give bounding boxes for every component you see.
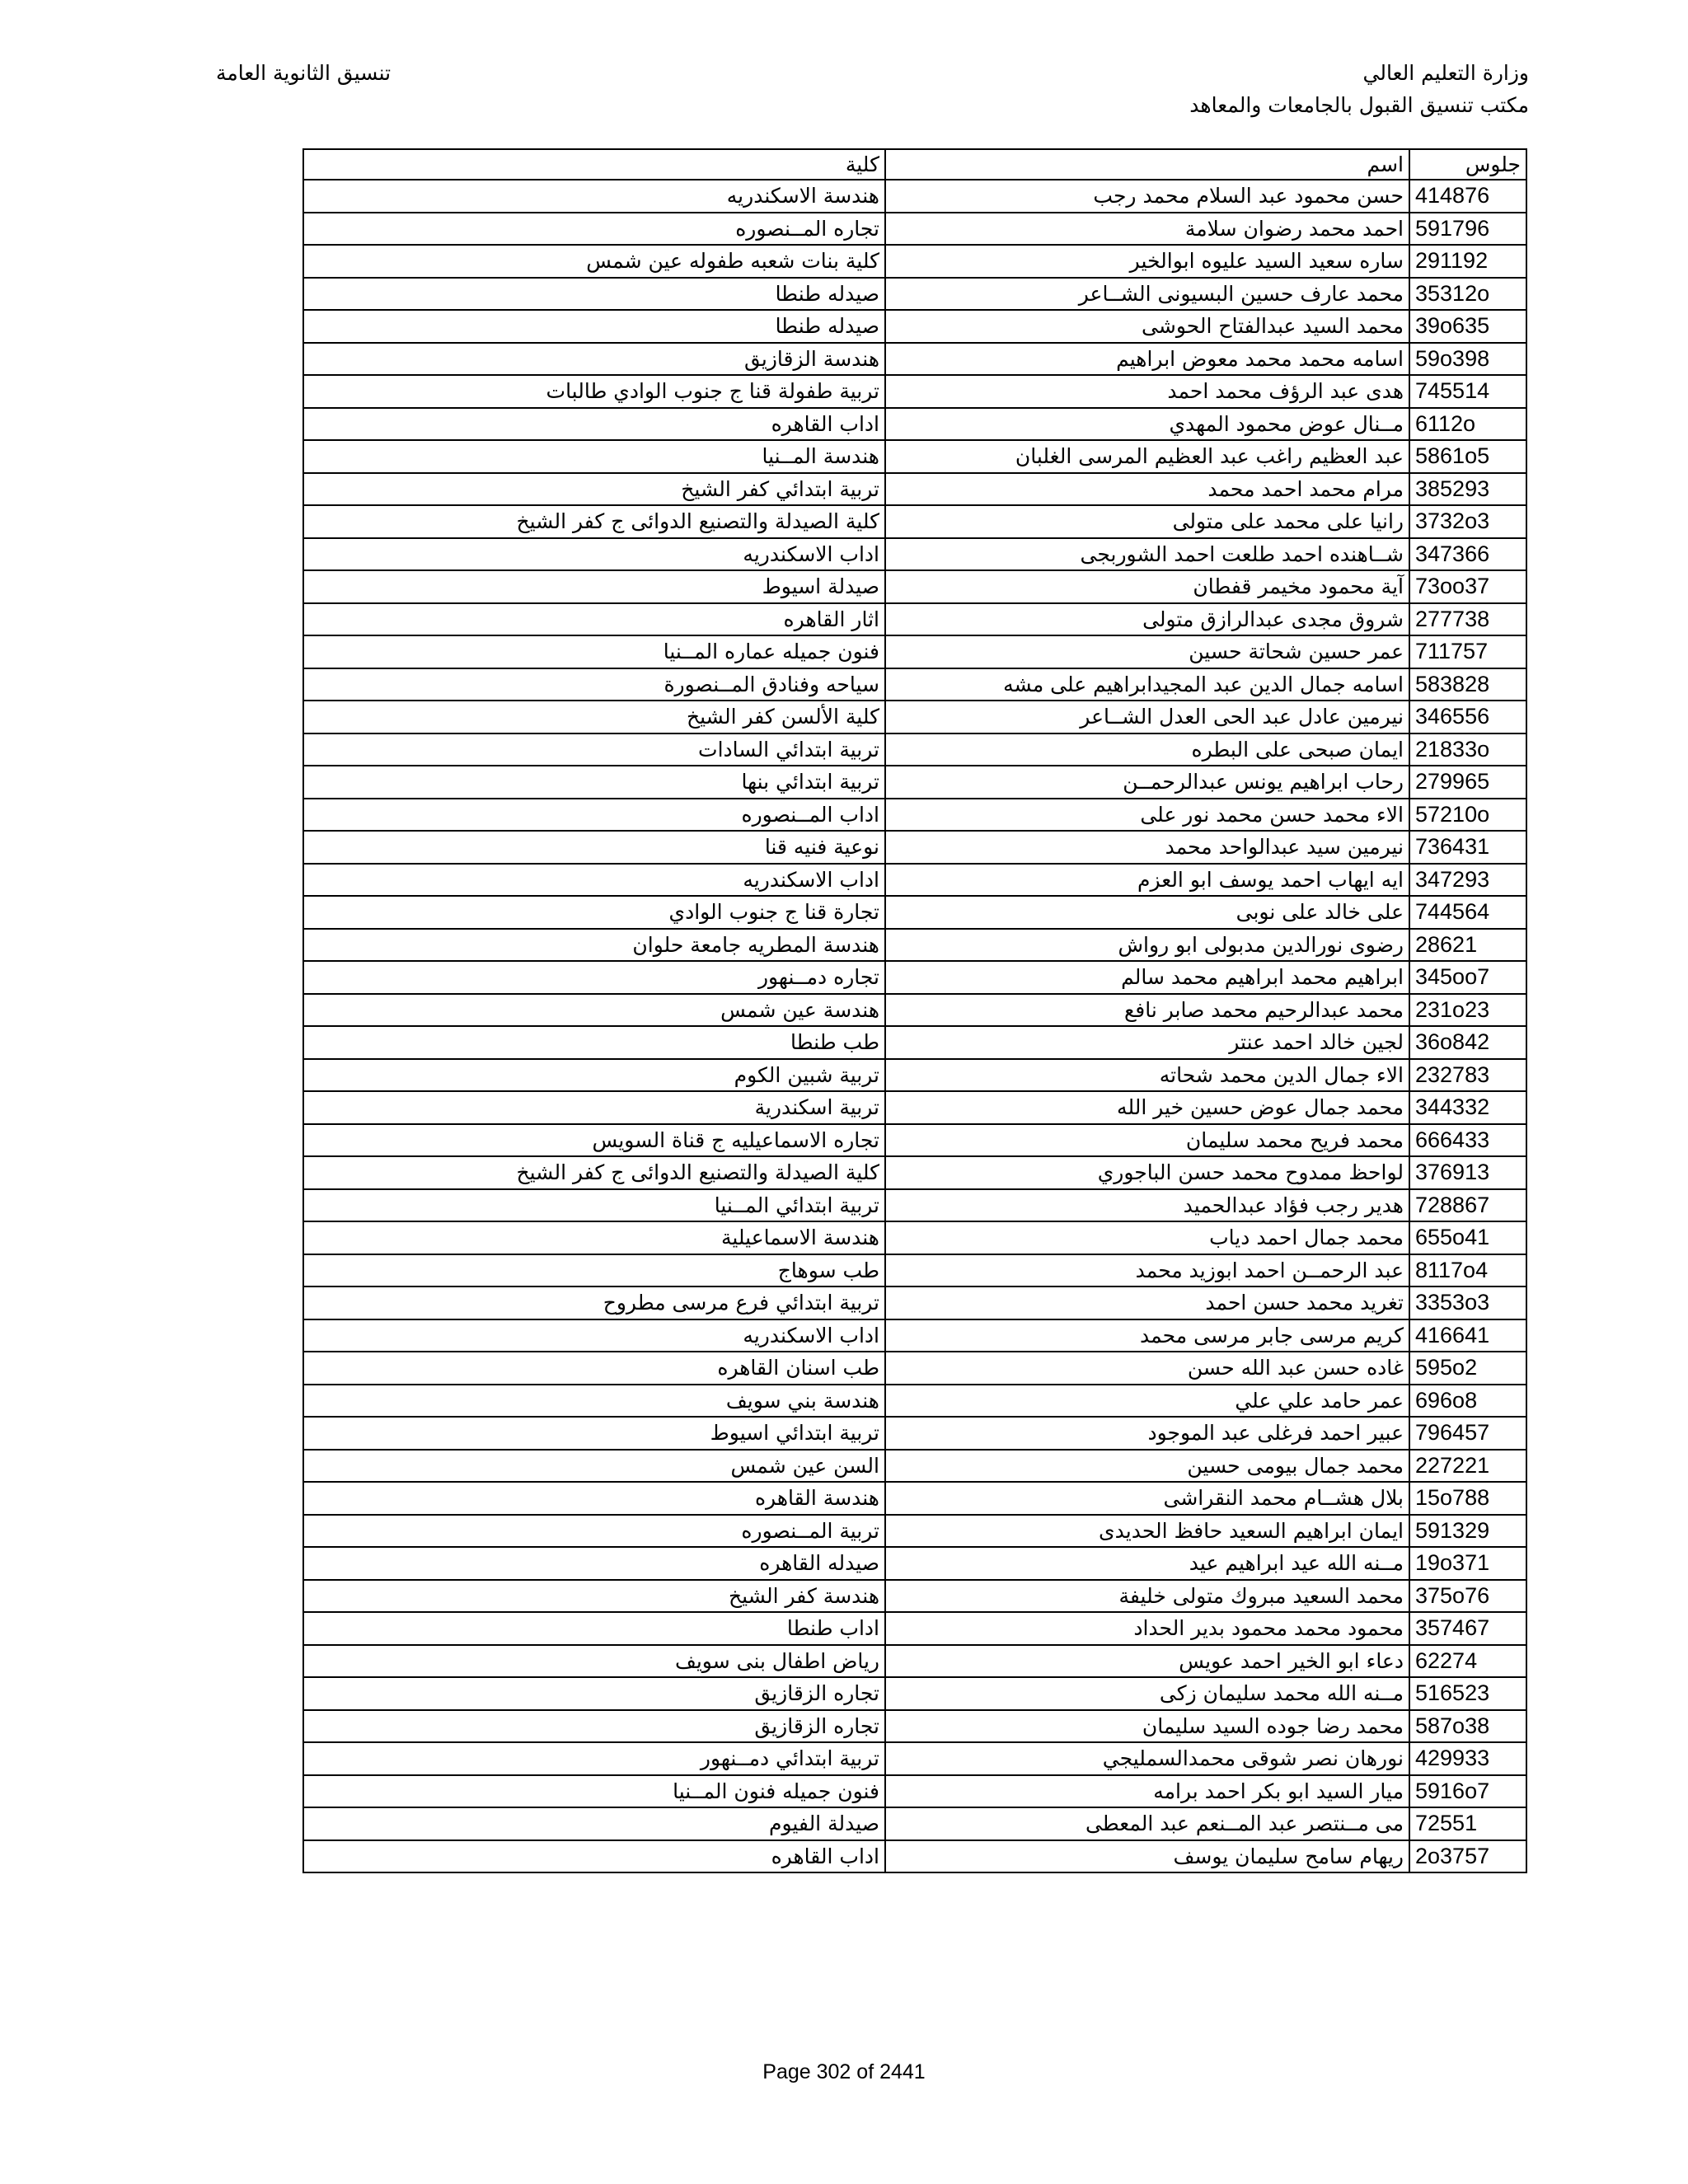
table-row	[303, 864, 1526, 897]
student-name-cell: محمد رضا جوده السيد سليمان	[885, 1710, 1409, 1743]
section-title: تنسيق الثانوية العامة	[216, 61, 392, 85]
student-name-cell: مى مــنتصر عبد المــنعم عبد المعطى	[885, 1807, 1409, 1840]
faculty-cell: نوعية فنيه قنا	[303, 831, 885, 864]
student-name-cell: محمد السعيد مبروك متولى خليفة	[885, 1580, 1409, 1613]
faculty-cell: صيدلة اسيوط	[303, 570, 885, 603]
faculty-cell: تجاره الاسماعيليه ج قناة السويس	[303, 1124, 885, 1157]
student-name-cell: هدى عبد الرؤف محمد احمد	[885, 375, 1409, 408]
student-name-cell: نيرمين عادل عبد الحى العدل الشــاعر	[885, 701, 1409, 733]
table-row	[303, 1286, 1526, 1319]
table-row	[303, 701, 1526, 733]
faculty-cell: اداب الاسكندريه	[303, 864, 885, 897]
seat-number-cell: 39o635	[1409, 310, 1526, 343]
seat-number-cell: 232783	[1409, 1059, 1526, 1092]
faculty-cell: رياض اطفال بنى سويف	[303, 1645, 885, 1678]
seat-number-cell: 73oo37	[1409, 570, 1526, 603]
student-name-cell: احمد محمد رضوان سلامة	[885, 213, 1409, 246]
student-name-cell: رانيا على محمد على متولى	[885, 505, 1409, 538]
student-name-cell: ابراهيم محمد ابراهيم محمد سالم	[885, 961, 1409, 994]
table-row	[303, 408, 1526, 441]
seat-number-cell: 429933	[1409, 1742, 1526, 1775]
student-name-cell: محمد جمال بيومى حسين	[885, 1450, 1409, 1483]
faculty-cell: تربية ابتدائي بنها	[303, 766, 885, 799]
faculty-cell: طب اسنان القاهره	[303, 1352, 885, 1385]
admission-results-table	[302, 148, 1527, 1873]
faculty-cell: تجاره المــنصوره	[303, 213, 885, 246]
student-name-cell: محمد عارف حسين البسيونى الشــاعر	[885, 278, 1409, 311]
faculty-cell: هندسة عين شمس	[303, 994, 885, 1027]
faculty-cell: تربية ابتدائي المــنيا	[303, 1189, 885, 1222]
faculty-cell: سياحه وفنادق المــنصورة	[303, 668, 885, 701]
student-name-cell: محمد عبدالرحيم محمد صابر نافع	[885, 994, 1409, 1027]
table-row	[303, 473, 1526, 506]
seat-number-cell: 72551	[1409, 1807, 1526, 1840]
faculty-cell: تربية طفولة قنا ج جنوب الوادي طالبات	[303, 375, 885, 408]
seat-number-cell: 745514	[1409, 375, 1526, 408]
student-name-cell: محمد فريح محمد سليمان	[885, 1124, 1409, 1157]
table-body	[303, 180, 1526, 1872]
seat-number-cell: 385293	[1409, 473, 1526, 506]
table-row	[303, 1385, 1526, 1418]
seat-number-cell: 279965	[1409, 766, 1526, 799]
student-name-cell: بلال هشــام محمد النقراشى	[885, 1482, 1409, 1515]
faculty-cell: كلية الألسن كفر الشيخ	[303, 701, 885, 733]
faculty-cell: اثار القاهره	[303, 603, 885, 636]
seat-number-cell: 6112o	[1409, 408, 1526, 441]
table-row	[303, 1450, 1526, 1483]
seat-number-cell: 28621	[1409, 929, 1526, 962]
student-name-cell: محمد جمال احمد دياب	[885, 1221, 1409, 1254]
student-name-cell: رحاب ابراهيم يونس عبدالرحمــن	[885, 766, 1409, 799]
student-name-cell: عمر حامد علي علي	[885, 1385, 1409, 1418]
seat-number-cell: 277738	[1409, 603, 1526, 636]
table-row	[303, 1515, 1526, 1548]
faculty-cell: فنون جميله عماره المــنيا	[303, 635, 885, 668]
faculty-cell: طب سوهاج	[303, 1254, 885, 1287]
table-row	[303, 1124, 1526, 1157]
table-row	[303, 1840, 1526, 1873]
seat-number-cell: 57210o	[1409, 799, 1526, 832]
student-name-cell: غاده حسن عبد الله حسن	[885, 1352, 1409, 1385]
student-name-cell: عبير احمد فرغلى عبد الموجود	[885, 1417, 1409, 1450]
table-row	[303, 961, 1526, 994]
faculty-cell: تجارة قنا ج جنوب الوادي	[303, 896, 885, 929]
seat-number-cell: 36o842	[1409, 1026, 1526, 1059]
table-row	[303, 213, 1526, 246]
table-row	[303, 668, 1526, 701]
faculty-cell: هندسة الاسكندريه	[303, 180, 885, 213]
seat-number-cell: 595o2	[1409, 1352, 1526, 1385]
table-row	[303, 929, 1526, 962]
table-row	[303, 733, 1526, 766]
seat-number-cell: 666433	[1409, 1124, 1526, 1157]
student-name-cell: شــاهنده احمد طلعت احمد الشوربجى	[885, 538, 1409, 571]
faculty-cell: اداب الاسكندريه	[303, 1319, 885, 1352]
student-name-cell: عبد الرحمــن احمد ابوزيد محمد	[885, 1254, 1409, 1287]
student-name-cell: مرام محمد احمد محمد	[885, 473, 1409, 506]
faculty-cell: صيدلة الفيوم	[303, 1807, 885, 1840]
table-row	[303, 1547, 1526, 1580]
page-number: Page 302 of 2441	[762, 2060, 926, 2083]
student-name-cell: ايمان ابراهيم السعيد حافظ الحديدى	[885, 1515, 1409, 1548]
faculty-cell: تربية ابتدائي اسيوط	[303, 1417, 885, 1450]
seat-number-cell: 587o38	[1409, 1710, 1526, 1743]
table-row	[303, 1059, 1526, 1092]
faculty-cell: اداب طنطا	[303, 1612, 885, 1645]
table-row	[303, 766, 1526, 799]
student-name-cell: مــنال عوض محمود المهدي	[885, 408, 1409, 441]
seat-number-cell: 357467	[1409, 1612, 1526, 1645]
seat-number-cell: 696o8	[1409, 1385, 1526, 1418]
student-name-cell: ساره سعيد السيد عليوه ابوالخير	[885, 245, 1409, 278]
table-header-row	[303, 149, 1526, 180]
seat-number-cell: 655o41	[1409, 1221, 1526, 1254]
seat-number-cell: 5861o5	[1409, 440, 1526, 473]
seat-number-cell: 345oo7	[1409, 961, 1526, 994]
table-row	[303, 1319, 1526, 1352]
seat-number-cell: 231o23	[1409, 994, 1526, 1027]
student-name-cell: حسن محمود عبد السلام محمد رجب	[885, 180, 1409, 213]
student-name-cell: هدير رجب فؤاد عبدالحميد	[885, 1189, 1409, 1222]
student-name-cell: اسامه جمال الدين عبد المجيدابراهيم على مشه	[885, 668, 1409, 701]
table-row	[303, 1221, 1526, 1254]
student-name-cell: الاء جمال الدين محمد شحاته	[885, 1059, 1409, 1092]
faculty-cell: السن عين شمس	[303, 1450, 885, 1483]
seat-number-cell: 3353o3	[1409, 1286, 1526, 1319]
faculty-cell: هندسة كفر الشيخ	[303, 1580, 885, 1613]
faculty-cell: صيدله طنطا	[303, 310, 885, 343]
table-row	[303, 1417, 1526, 1450]
seat-number-cell: 344332	[1409, 1091, 1526, 1124]
student-name-cell: عمر حسين شحاتة حسين	[885, 635, 1409, 668]
table-row	[303, 245, 1526, 278]
student-name-cell: لواحظ ممدوح محمد حسن الباجوري	[885, 1156, 1409, 1189]
faculty-cell: هندسة المطريه جامعة حلوان	[303, 929, 885, 962]
faculty-cell: هندسة المــنيا	[303, 440, 885, 473]
faculty-cell: تربية ابتدائي السادات	[303, 733, 885, 766]
table-row	[303, 1677, 1526, 1710]
seat-number-cell: 35312o	[1409, 278, 1526, 311]
table-row	[303, 1189, 1526, 1222]
student-name-cell: لجين خالد احمد عنتر	[885, 1026, 1409, 1059]
seat-number-cell: 59o398	[1409, 343, 1526, 376]
faculty-cell: صيدله طنطا	[303, 278, 885, 311]
seat-number-cell: 591329	[1409, 1515, 1526, 1548]
student-name-cell: ميار السيد ابو بكر احمد برامه	[885, 1775, 1409, 1808]
seat-number-cell: 376913	[1409, 1156, 1526, 1189]
seat-number-cell: 346556	[1409, 701, 1526, 733]
table-row	[303, 1807, 1526, 1840]
faculty-cell: اداب القاهره	[303, 1840, 885, 1873]
seat-number-cell: 416641	[1409, 1319, 1526, 1352]
table-row	[303, 1612, 1526, 1645]
faculty-cell: هندسة القاهره	[303, 1482, 885, 1515]
student-name-cell: محمد السيد عبدالفتاح الحوشى	[885, 310, 1409, 343]
seat-number-cell: 728867	[1409, 1189, 1526, 1222]
seat-number-cell: 3732o3	[1409, 505, 1526, 538]
student-name-cell: دعاء ابو الخير احمد عويس	[885, 1645, 1409, 1678]
faculty-cell: تجاره الزقازيق	[303, 1677, 885, 1710]
table-row	[303, 1482, 1526, 1515]
student-name-cell: آية محمود مخيمر قفطان	[885, 570, 1409, 603]
table-row	[303, 1026, 1526, 1059]
faculty-cell: تجاره دمــنهور	[303, 961, 885, 994]
seat-number-cell: 414876	[1409, 180, 1526, 213]
seat-number-cell: 5916o7	[1409, 1775, 1526, 1808]
seat-number-cell: 796457	[1409, 1417, 1526, 1450]
seat-number-cell: 15o788	[1409, 1482, 1526, 1515]
table-row	[303, 278, 1526, 311]
table-row	[303, 538, 1526, 571]
table-row	[303, 635, 1526, 668]
student-name-cell: تغريد محمد حسن احمد	[885, 1286, 1409, 1319]
seat-number-cell: 8117o4	[1409, 1254, 1526, 1287]
table-row	[303, 1710, 1526, 1743]
seat-number-cell: 291192	[1409, 245, 1526, 278]
table-row	[303, 180, 1526, 213]
student-name-cell: نيرمين سيد عبدالواحد محمد	[885, 831, 1409, 864]
table-row	[303, 1091, 1526, 1124]
faculty-cell: صيدله القاهره	[303, 1547, 885, 1580]
table-row	[303, 570, 1526, 603]
table-row	[303, 505, 1526, 538]
seat-number-cell: 347293	[1409, 864, 1526, 897]
faculty-cell: تربية ابتدائي فرع مرسى مطروح	[303, 1286, 885, 1319]
column-header-faculty: كلية	[303, 149, 885, 180]
student-name-cell: ريهام سامح سليمان يوسف	[885, 1840, 1409, 1873]
faculty-cell: هندسة الزقازيق	[303, 343, 885, 376]
faculty-cell: تربية ابتدائي كفر الشيخ	[303, 473, 885, 506]
faculty-cell: طب طنطا	[303, 1026, 885, 1059]
table-row	[303, 1156, 1526, 1189]
seat-number-cell: 711757	[1409, 635, 1526, 668]
seat-number-cell: 19o371	[1409, 1547, 1526, 1580]
table-row	[303, 1254, 1526, 1287]
faculty-cell: اداب المــنصوره	[303, 799, 885, 832]
table-row	[303, 603, 1526, 636]
student-name-cell: شروق مجدى عبدالرازق متولى	[885, 603, 1409, 636]
column-header-seat: جلوس	[1409, 149, 1526, 180]
seat-number-cell: 227221	[1409, 1450, 1526, 1483]
student-name-cell: محمد جمال عوض حسين خير الله	[885, 1091, 1409, 1124]
seat-number-cell: 744564	[1409, 896, 1526, 929]
student-name-cell: رضوى نورالدين مدبولى ابو رواش	[885, 929, 1409, 962]
table-row	[303, 343, 1526, 376]
student-name-cell: محمود محمد محمود بدير الحداد	[885, 1612, 1409, 1645]
table-row	[303, 1352, 1526, 1385]
column-header-name: اسم	[885, 149, 1409, 180]
faculty-cell: تربية ابتدائي دمــنهور	[303, 1742, 885, 1775]
ministry-title: وزارة التعليم العالي	[1362, 61, 1529, 85]
faculty-cell: كلية الصيدلة والتصنيع الدوائى ج كفر الشيخ	[303, 505, 885, 538]
table-row	[303, 994, 1526, 1027]
faculty-cell: اداب القاهره	[303, 408, 885, 441]
student-name-cell: على خالد على نوبى	[885, 896, 1409, 929]
seat-number-cell: 583828	[1409, 668, 1526, 701]
table-row	[303, 799, 1526, 832]
student-name-cell: ايه ايهاب احمد يوسف ابو العزم	[885, 864, 1409, 897]
seat-number-cell: 591796	[1409, 213, 1526, 246]
faculty-cell: كلية الصيدلة والتصنيع الدوائى ج كفر الشيخ	[303, 1156, 885, 1189]
faculty-cell: تجاره الزقازيق	[303, 1710, 885, 1743]
faculty-cell: تربية المــنصوره	[303, 1515, 885, 1548]
table-row	[303, 1775, 1526, 1808]
table-row	[303, 896, 1526, 929]
faculty-cell: تربية اسكندرية	[303, 1091, 885, 1124]
student-name-cell: عبد العظيم راغب عبد العظيم المرسى الغلبان	[885, 440, 1409, 473]
seat-number-cell: 375o76	[1409, 1580, 1526, 1613]
table-row	[303, 1580, 1526, 1613]
seat-number-cell: 736431	[1409, 831, 1526, 864]
table-row	[303, 1742, 1526, 1775]
student-name-cell: ايمان صبحى على البطره	[885, 733, 1409, 766]
student-name-cell: مــنه الله عيد ابراهيم عيد	[885, 1547, 1409, 1580]
table-row	[303, 1645, 1526, 1678]
seat-number-cell: 21833o	[1409, 733, 1526, 766]
faculty-cell: كلية بنات شعبه طفوله عين شمس	[303, 245, 885, 278]
seat-number-cell: 62274	[1409, 1645, 1526, 1678]
student-name-cell: مــنه الله محمد سليمان زكى	[885, 1677, 1409, 1710]
faculty-cell: هندسة الاسماعيلية	[303, 1221, 885, 1254]
table-row	[303, 375, 1526, 408]
student-name-cell: اسامه محمد محمد معوض ابراهيم	[885, 343, 1409, 376]
seat-number-cell: 2o3757	[1409, 1840, 1526, 1873]
student-name-cell: نورهان نصر شوقى محمدالسمليجي	[885, 1742, 1409, 1775]
seat-number-cell: 347366	[1409, 538, 1526, 571]
student-name-cell: الاء محمد حسن محمد نور على	[885, 799, 1409, 832]
student-name-cell: كريم مرسى جابر مرسى محمد	[885, 1319, 1409, 1352]
seat-number-cell: 516523	[1409, 1677, 1526, 1710]
table-row	[303, 831, 1526, 864]
faculty-cell: تربية شبين الكوم	[303, 1059, 885, 1092]
table-row	[303, 440, 1526, 473]
office-title: مكتب تنسيق القبول بالجامعات والمعاهد	[1189, 93, 1529, 117]
table-row	[303, 310, 1526, 343]
faculty-cell: اداب الاسكندريه	[303, 538, 885, 571]
faculty-cell: هندسة بني سويف	[303, 1385, 885, 1418]
faculty-cell: فنون جميله فنون المــنيا	[303, 1775, 885, 1808]
